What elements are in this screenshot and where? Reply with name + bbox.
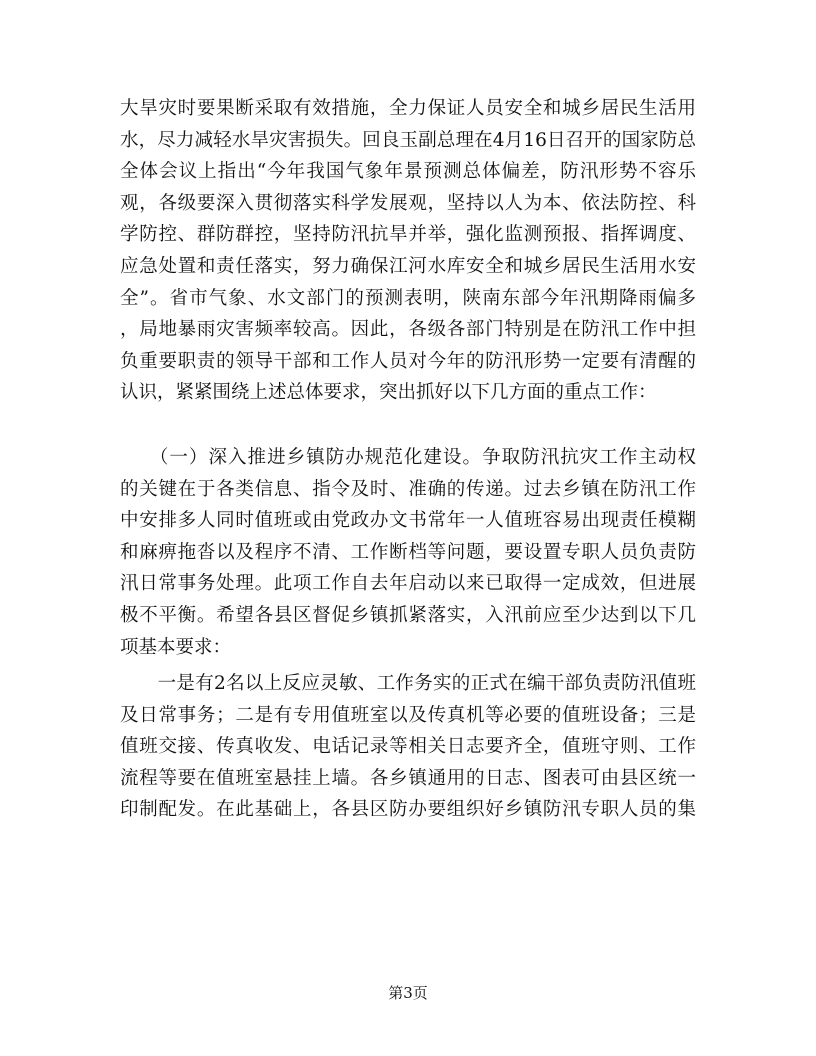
text-line: 极不平衡。希望各县区督促乡镇抓紧落实，入汛前应至少达到以下几	[120, 604, 696, 626]
text-line: 及日常事务；二是有专用值班室以及传真机等必要的值班设备；三是	[120, 704, 696, 726]
text-line: 全体会议上指出“今年我国气象年景预测总体偏差，防汛形势不容乐	[120, 161, 696, 183]
document-body	[120, 93, 696, 826]
text-line: 负重要职责的领导干部和工作人员对今年的防汛形势一定要有清醒的	[120, 350, 696, 372]
text-line: （一）深入推进乡镇防办规范化建设。争取防汛抗灾工作主动权	[120, 446, 696, 468]
text-line: 一是有2名以上反应灵敏、工作务实的正式在编干部负责防汛值班	[120, 673, 696, 695]
text-line: 认识，紧紧围绕上述总体要求，突出抓好以下几方面的重点工作：	[120, 382, 657, 404]
text-line: 印制配发。在此基础上，各县区防办要组织好乡镇防汛专职人员的集	[120, 799, 696, 821]
text-line: 值班交接、传真收发、电话记录等相关日志要齐全，值班守则、工作	[120, 736, 696, 758]
paragraph-township-office	[120, 442, 696, 663]
paragraph-flood-situation	[120, 93, 696, 409]
text-line: 汛日常事务处理。此项工作自去年启动以来已取得一定成效，但进展	[120, 573, 696, 595]
text-line: 和麻痹拖沓以及程序不清、工作断档等问题，要设置专职人员负责防	[120, 541, 696, 563]
text-line: 流程等要在值班室悬挂上墙。各乡镇通用的日志、图表可由县区统一	[120, 767, 696, 789]
text-line: 大旱灾时要果断采取有效措施，全力保证人员安全和城乡居民生活用	[120, 98, 696, 119]
text-line: 水，尽力减轻水旱灾害损失。回良玉副总理在4月16日召开的国家防总	[120, 129, 696, 151]
text-line: 中安排多人同时值班或由党政办文书常年一人值班容易出现责任模糊	[120, 510, 696, 532]
text-line: ，局地暴雨灾害频率较高。因此，各级各部门特别是在防汛工作中担	[120, 319, 696, 341]
text-line: 项基本要求：	[120, 636, 232, 658]
text-line: 应急处置和责任落实，努力确保江河水库安全和城乡居民生活用水安	[120, 255, 696, 277]
text-line: 学防控、群防群控，坚持防汛抗旱并举，强化监测预报、指挥调度、	[120, 224, 696, 246]
text-line: 观，各级要深入贯彻落实科学发展观，坚持以人为本、依法防控、科	[120, 192, 696, 214]
paragraph-requirements	[120, 668, 696, 826]
paragraph-spacer	[120, 409, 696, 442]
text-line: 的关键在于各类信息、指令及时、准确的传递。过去乡镇在防汛工作	[120, 478, 696, 500]
page-number: 第3页	[388, 984, 428, 1002]
text-line: 全”。省市气象、水文部门的预测表明，陕南东部今年汛期降雨偏多	[120, 287, 696, 309]
